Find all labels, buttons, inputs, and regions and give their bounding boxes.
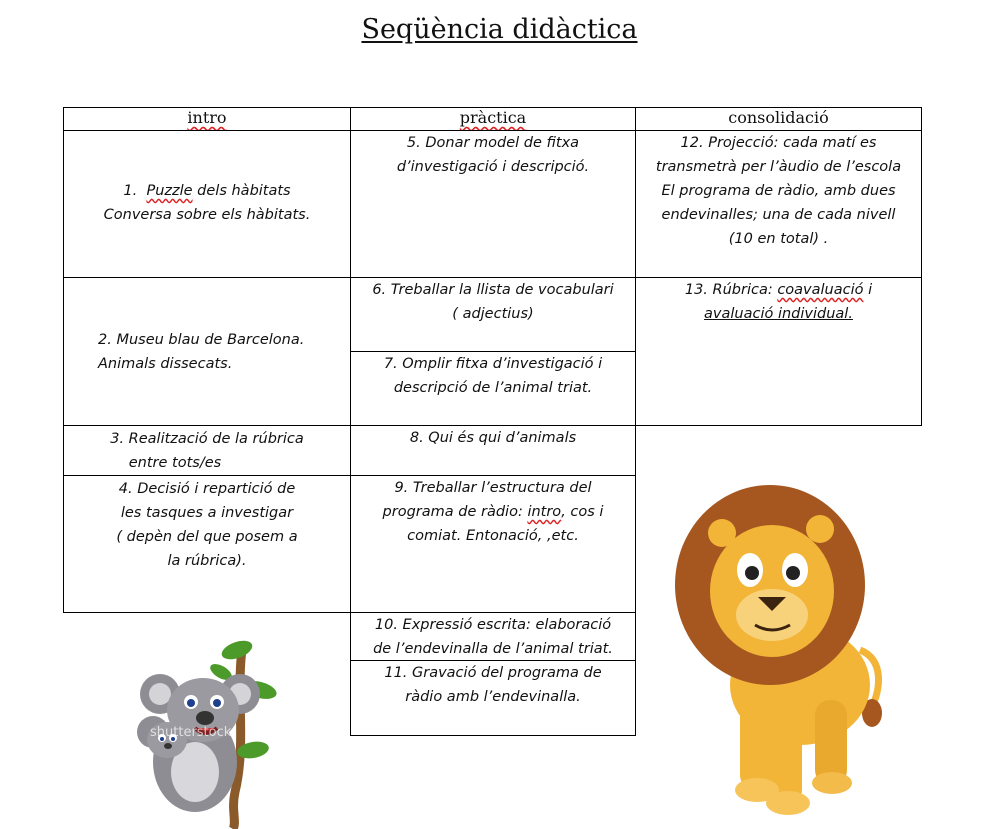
intro-step-3: 3. Realització de la rúbrica entre tots/es: [63, 425, 351, 476]
intro-step-1: 1. Puzzle dels hàbitats Conversa sobre els hàbitats.: [63, 130, 351, 278]
consolidacio-step-13: 13. Rúbrica: coavaluació i avaluació individual.: [635, 277, 922, 426]
practica-step-6: 6. Treballar la llista de vocabulari ( adjectius): [350, 277, 636, 352]
intro-step-4: 4. Decisió i repartició de les tasques a investigar ( depèn del que posem a la rúbrica).: [63, 475, 351, 613]
page-title: Seqüència didàctica: [361, 14, 638, 45]
watermark-text: shutterstock: [150, 725, 232, 740]
header-practica: pràctica: [350, 107, 636, 131]
koala-illustration: [125, 632, 285, 829]
practica-step-7: 7. Omplir fitxa d’investigació i descripció de l’animal triat.: [350, 351, 636, 426]
consolidacio-step-12: 12. Projecció: cada matí es transmetrà per l’àudio de l’escola El programa de ràdio, amb dues endevinalles; una de cada nivell (10 en total) .: [635, 130, 922, 278]
intro-step-2: 2. Museu blau de Barcelona. Animals dissecats.: [63, 277, 351, 426]
practica-step-11: 11. Gravació del programa de ràdio amb l’endevinalla.: [350, 660, 636, 736]
practica-step-5: 5. Donar model de fitxa d’investigació i descripció.: [350, 130, 636, 278]
practica-step-9: 9. Treballar l’estructura del programa de ràdio: intro, cos i comiat. Entonació, ,etc.: [350, 475, 636, 613]
practica-step-10: 10. Expressió escrita: elaboració de l’endevinalla de l’animal triat.: [350, 612, 636, 661]
header-intro: intro: [63, 107, 351, 131]
lion-illustration: [660, 485, 910, 815]
practica-step-8: 8. Qui és qui d’animals: [350, 425, 636, 476]
header-consolidacio: consolidació: [635, 107, 922, 131]
